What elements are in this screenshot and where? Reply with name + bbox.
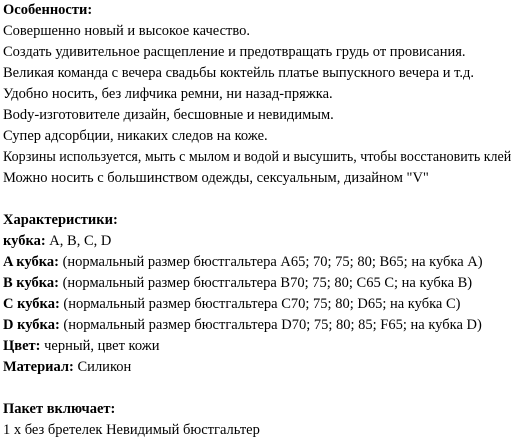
section-spacer <box>3 378 514 399</box>
spec-label: Материал: <box>3 359 74 375</box>
package-line: 1 х без бретелек Невидимый бюстгальтер <box>3 422 260 438</box>
feature-line: Великая команда с вечера свадьбы коктейль платье выпускного вечера и т.д. <box>3 65 475 81</box>
spec-value: черный, цвет кожи <box>40 338 160 354</box>
spec-label: кубка: <box>3 233 46 249</box>
package-heading: Пакет включает: <box>3 401 116 417</box>
features-heading: Особенности: <box>3 2 93 18</box>
feature-line: Совершенно новый и высокое качество. <box>3 23 250 39</box>
section-spacer <box>3 189 514 210</box>
spec-color <box>3 336 514 357</box>
spec-cup <box>3 231 514 252</box>
feature-line: Создать удивительное расщепление и предотвращать грудь от провисания. <box>3 44 466 60</box>
spec-value: (нормальный размер бюстгальтера D70; 75; 80; 85; F65; на кубка D) <box>59 317 482 333</box>
specs-heading: Характеристики: <box>3 212 118 228</box>
feature-line: Супер адсорбции, никаких следов на коже. <box>3 128 268 144</box>
spec-label: D кубка: <box>3 317 60 333</box>
spec-value: A, B, C, D <box>45 233 112 249</box>
feature-line: Удобно носить, без лифчика ремни, ни назад-пряжка. <box>3 86 333 102</box>
spec-material <box>3 357 514 378</box>
spec-label: B кубка: <box>3 275 59 291</box>
feature-line: Корзины используется, мыть с мылом и водой и высушить, чтобы восстановить клей <box>3 149 512 165</box>
spec-cup-c <box>3 294 514 315</box>
spec-label: C кубка: <box>3 296 60 312</box>
spec-label: Цвет: <box>3 338 41 354</box>
spec-cup-d <box>3 315 514 336</box>
spec-value: (нормальный размер бюстгальтера A65; 70; 75; 80; B65; на кубка A) <box>58 254 483 270</box>
spec-cup-a <box>3 252 514 273</box>
product-description <box>3 0 514 441</box>
spec-label: A кубка: <box>3 254 59 270</box>
feature-line: Body-изготовителе дизайн, бесшовные и невидимым. <box>3 107 334 123</box>
feature-line: Можно носить с большинством одежды, сексуальным, дизайном "V" <box>3 170 429 186</box>
spec-cup-b <box>3 273 514 294</box>
spec-value: (нормальный размер бюстгальтера C70; 75; 80; D65; на кубка C) <box>59 296 461 312</box>
spec-value: (нормальный размер бюстгальтера B70; 75; 80; C65 C; на кубка B) <box>58 275 473 291</box>
spec-value: Силикон <box>73 359 132 375</box>
